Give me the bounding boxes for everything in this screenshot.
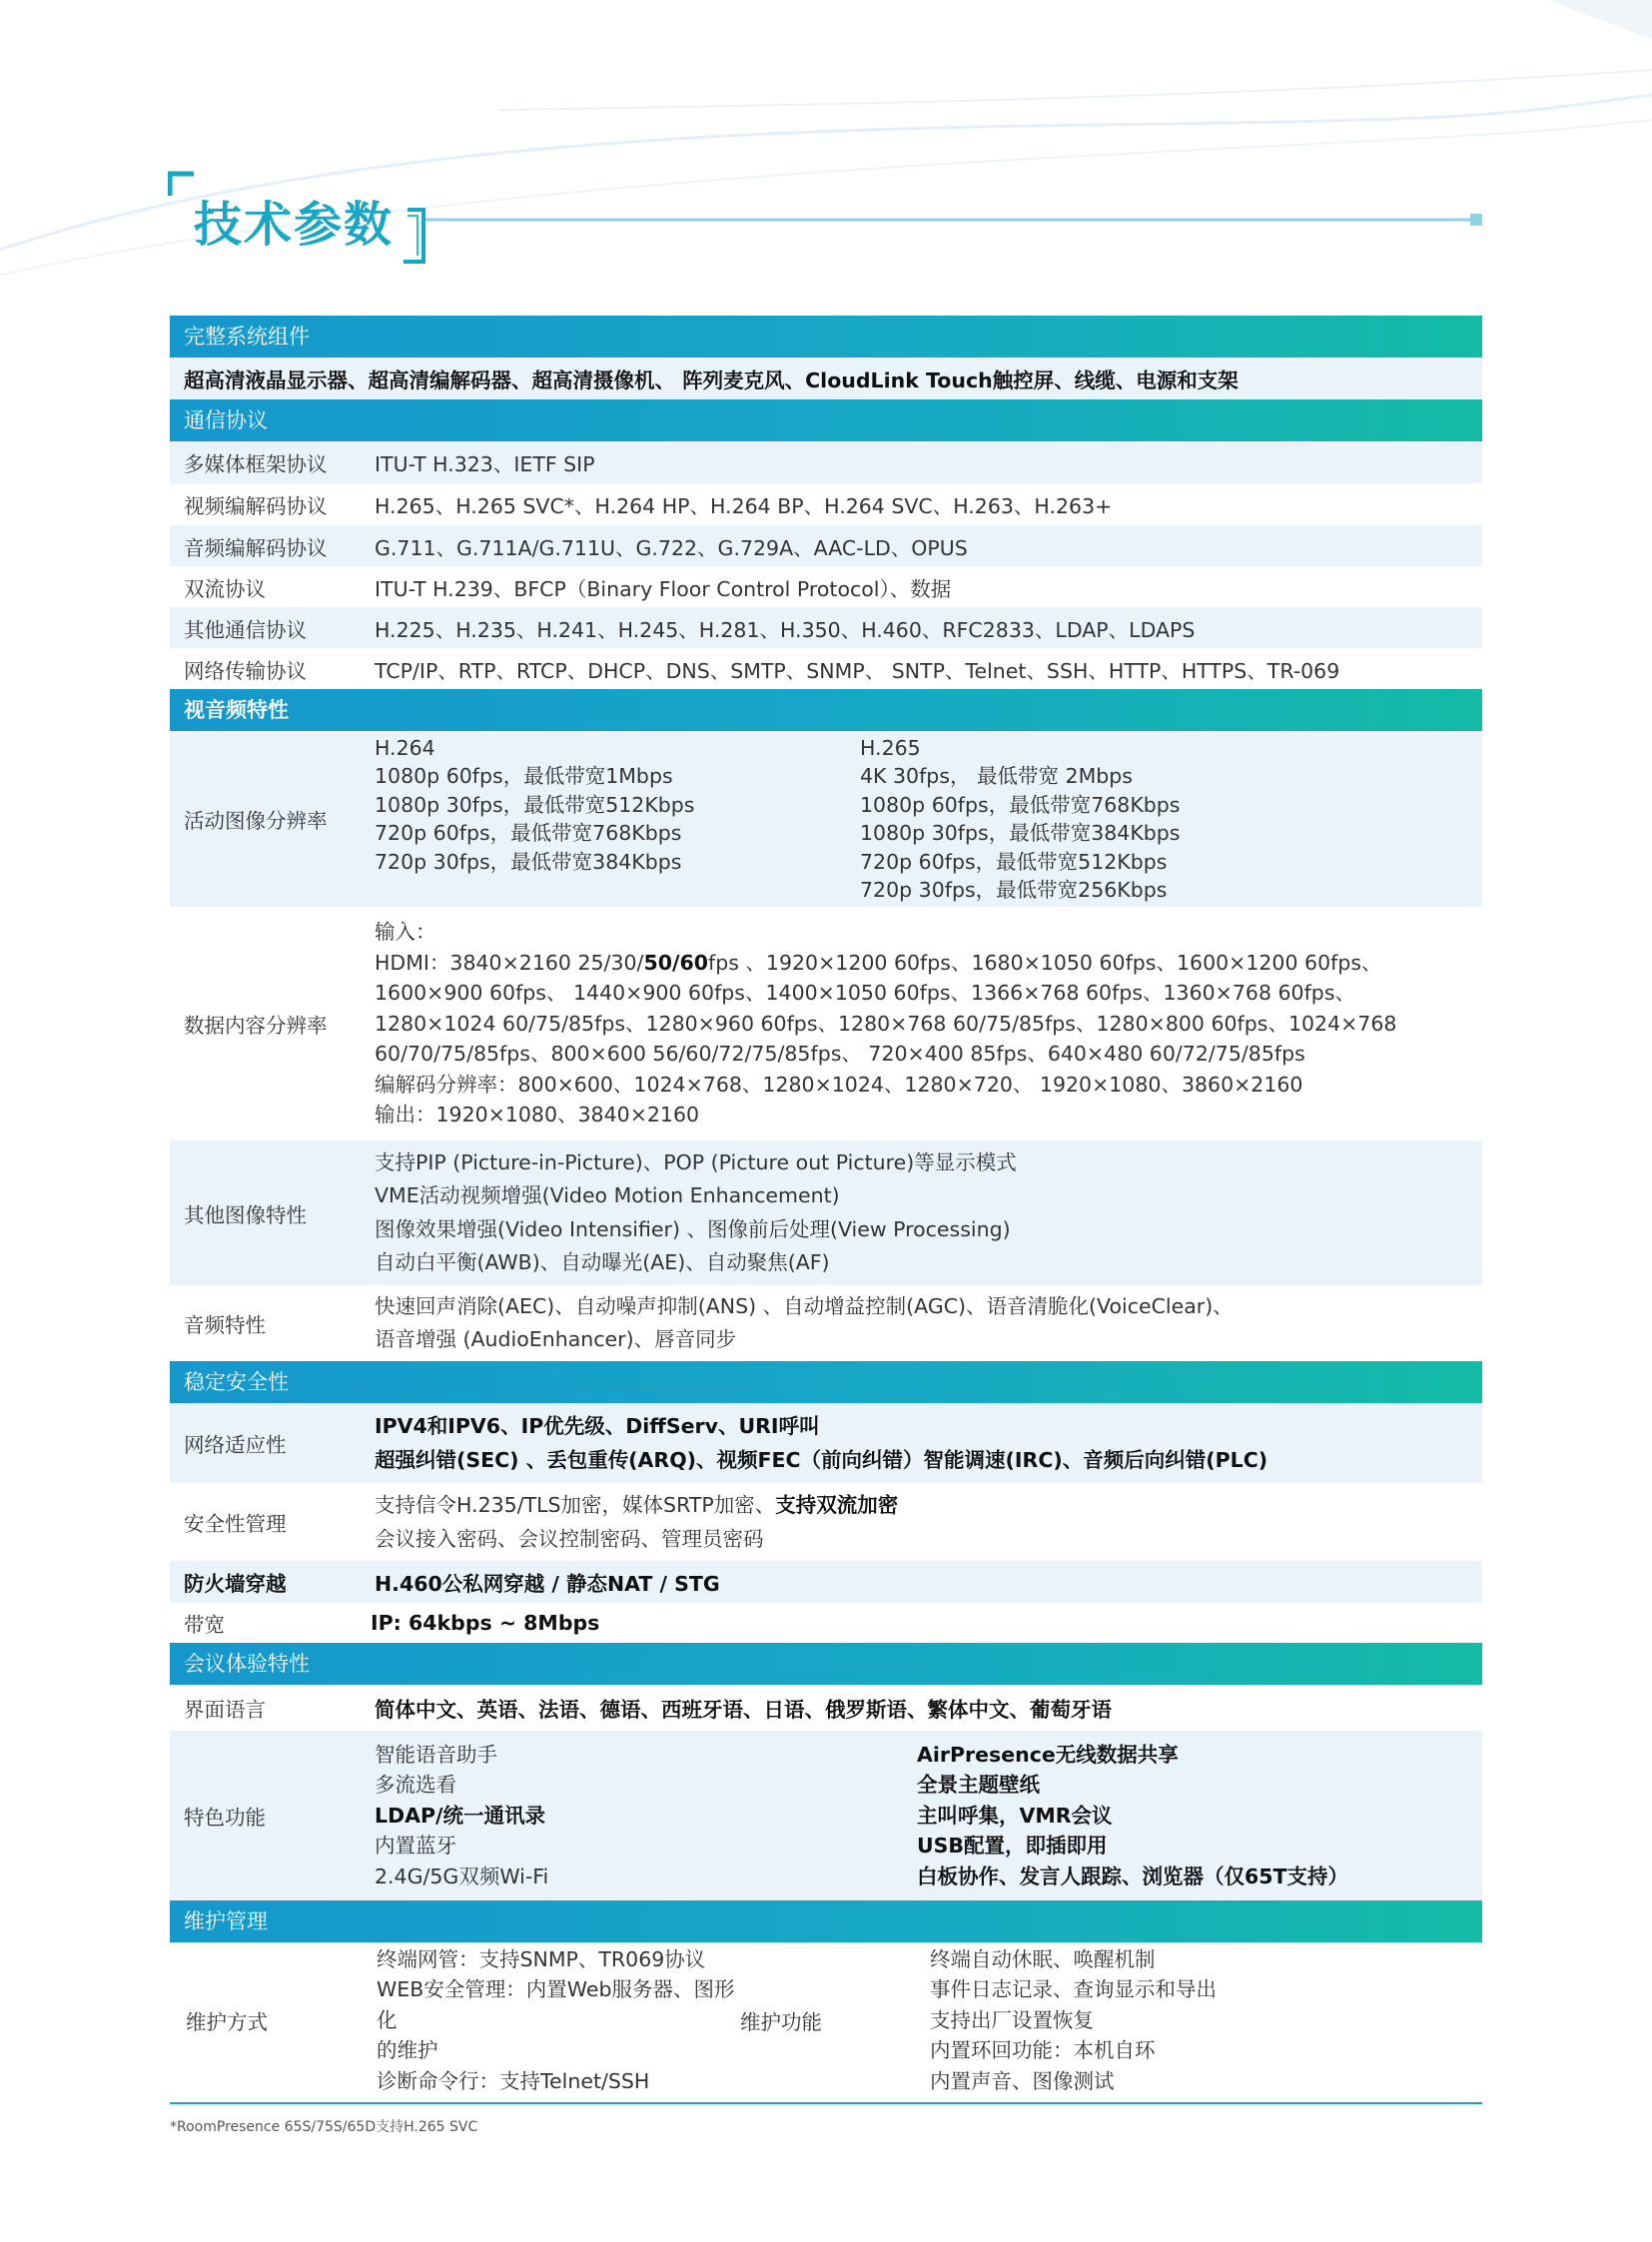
row-value: H.265、H.265 SVC*、H.264 HP、H.264 BP、H.264 SVC、H.263、H.263+ xyxy=(375,494,1113,518)
list-item: H.264 xyxy=(375,735,435,760)
list-item: 超强纠错(SEC) 、丢包重传(ARQ)、视频FEC（前向纠错）智能调速(IRC)、音频后向纠错(PLC) xyxy=(375,1448,1268,1472)
spec-table xyxy=(170,316,1482,2098)
security-line-1 xyxy=(375,1488,1482,1522)
firewall-row xyxy=(170,1561,1482,1603)
row-value: 简体中文、英语、法语、德语、西班牙语、日语、俄罗斯语、繁体中文、葡萄牙语 xyxy=(375,1698,1112,1722)
list-item: 2.4G/5G双频Wi-Fi xyxy=(375,1864,549,1888)
table-row xyxy=(170,525,1482,566)
row-label: 活动图像分辨率 xyxy=(184,809,328,833)
list-item: 1280×1024 60/75/85fps、1280×960 60fps、1280×768 60/75/85fps、1280×800 60fps、1024×768 xyxy=(375,1011,1397,1036)
row-label: 多媒体框架协议 xyxy=(184,452,328,476)
list-item: 720p 60fps，最低带宽512Kbps xyxy=(860,849,1168,874)
row-value: IP: 64kbps ~ 8Mbps xyxy=(371,1611,600,1635)
list-item: 终端自动休眠、唤醒机制 xyxy=(930,1946,1156,1971)
row-value xyxy=(375,1290,1482,1356)
list-item: 白板协作、发言人跟踪、浏览器（仅65T支持） xyxy=(917,1864,1349,1888)
maintenance-function-label: 维护功能 xyxy=(740,2010,822,2034)
section-av-header: 视音频特性 xyxy=(170,689,1482,731)
list-item: 支持PIP (Picture-in-Picture)、POP (Picture out Picture)等显示模式 xyxy=(375,1149,1017,1174)
maintenance-row xyxy=(170,1942,1482,2098)
list-item: WEB安全管理：内置Web服务器、图形化 xyxy=(377,1977,735,2032)
row-label: 其他通信协议 xyxy=(184,617,307,642)
h264-list xyxy=(375,734,860,905)
row-label: 网络适应性 xyxy=(184,1433,287,1457)
row-label: 视频编解码协议 xyxy=(184,494,328,518)
security-row xyxy=(170,1483,1482,1561)
maintenance-function-list xyxy=(930,1944,1217,2097)
security-plain: 支持信令H.235/TLS加密，媒体SRTP加密、 xyxy=(375,1493,776,1517)
ui-language-row xyxy=(170,1685,1482,1731)
row-value xyxy=(375,1409,1482,1477)
list-item: 全景主题壁纸 xyxy=(917,1773,1040,1798)
list-item: USB配置，即插即用 xyxy=(917,1834,1108,1859)
row-label: 特色功能 xyxy=(184,1806,266,1830)
list-item: 事件日志记录、查询显示和导出 xyxy=(930,1977,1217,2002)
list-item: 内置声音、图像测试 xyxy=(930,2068,1115,2093)
footnote: *RoomPresence 65S/75S/65D支持H.265 SVC xyxy=(170,2119,478,2135)
section-protocols-header: 通信协议 xyxy=(170,399,1482,441)
audio-row xyxy=(170,1285,1482,1361)
list-item: 720p 30fps，最低带宽256Kbps xyxy=(860,878,1168,902)
list-item: 60/70/75/85fps、800×600 56/60/72/75/85fps、 720×400 85fps、640×480 60/72/75/85fps xyxy=(375,1042,1305,1067)
h265-list xyxy=(860,734,1180,905)
video-resolution-row xyxy=(170,731,1482,907)
row-value xyxy=(375,917,1482,1130)
list-item: 1080p 60fps，最低带宽1Mbps xyxy=(375,764,673,788)
section-maintenance-header: 维护管理 xyxy=(170,1900,1482,1942)
other-image-row xyxy=(170,1140,1482,1285)
list-item: 1080p 60fps，最低带宽768Kbps xyxy=(860,792,1181,817)
hdmi-line xyxy=(375,948,1482,979)
row-value: TCP/IP、RTP、RTCP、DHCP、DNS、SMTP、SNMP、 SNTP、Telnet、SSH、HTTP、HTTPS、TR-069 xyxy=(375,658,1340,683)
row-value: ITU-T H.323、IETF SIP xyxy=(375,452,595,476)
list-item: AirPresence无线数据共享 xyxy=(917,1742,1179,1767)
hdmi-bold: 50/60 xyxy=(643,950,708,975)
data-resolution-row xyxy=(170,907,1482,1140)
row-value xyxy=(375,1740,1482,1892)
maintenance-method-list xyxy=(377,1944,740,2097)
list-item: 图像效果增强(Video Intensifier) 、图像前后处理(View Processing) xyxy=(375,1216,1011,1241)
row-value xyxy=(375,1488,1482,1556)
list-item: 快速回声消除(AEC)、自动噪声抑制(ANS) 、自动增益控制(AGC)、语音清脆化(VoiceClear)、 xyxy=(375,1294,1234,1318)
row-label: 其他图像特性 xyxy=(184,1202,307,1227)
list-item: 主叫呼集，VMR会议 xyxy=(917,1803,1113,1828)
row-value: H.460公私网穿越 / 静态NAT / STG xyxy=(375,1572,720,1596)
output-line: 输出：1920×1080、3840×2160 xyxy=(375,1103,700,1127)
row-label: 安全性管理 xyxy=(184,1512,287,1536)
features-row xyxy=(170,1731,1482,1900)
list-item: 1080p 30fps，最低带宽512Kbps xyxy=(375,792,695,817)
security-bold: 支持双流加密 xyxy=(775,1493,899,1517)
row-value: G.711、G.711A/G.711U、G.722、G.729A、AAC-LD、OPUS xyxy=(375,535,968,560)
section-stability-header: 稳定安全性 xyxy=(170,1361,1482,1403)
list-item: 的维护 xyxy=(377,2038,438,2063)
list-item: 4K 30fps， 最低带宽 2Mbps xyxy=(860,764,1133,788)
hdmi-prefix: HDMI：3840×2160 25/30/ xyxy=(375,950,644,975)
row-label: 界面语言 xyxy=(184,1698,266,1722)
list-item: 自动白平衡(AWB)、自动曝光(AE)、自动聚焦(AF) xyxy=(375,1250,830,1274)
footer-divider xyxy=(170,2102,1482,2104)
list-item: VME活动视频增强(Video Motion Enhancement) xyxy=(375,1183,840,1207)
row-value: H.225、H.235、H.241、H.245、H.281、H.350、H.460、RFC2833、LDAP、LDAPS xyxy=(375,617,1196,642)
list-item: IPV4和IPV6、IP优先级、DiffServ、URI呼叫 xyxy=(375,1414,820,1438)
hdmi-rest: fps 、1920×1200 60fps、1680×1050 60fps、1600×1200 60fps、 xyxy=(708,950,1382,975)
row-label: 维护方式 xyxy=(186,2010,268,2034)
list-item: 诊断命令行：支持Telnet/SSH xyxy=(377,2068,650,2093)
list-item: 多流选看 xyxy=(375,1773,456,1798)
list-item: 智能语音助手 xyxy=(375,1742,497,1767)
table-row xyxy=(170,483,1482,525)
list-item: 语音增强 (AudioEnhancer)、唇音同步 xyxy=(375,1327,737,1351)
list-item: LDAP/统一通讯录 xyxy=(375,1803,545,1828)
section-components-header: 完整系统组件 xyxy=(170,316,1482,358)
row-label: 音频编解码协议 xyxy=(184,535,328,560)
list-item: 720p 30fps，最低带宽384Kbps xyxy=(375,849,682,874)
row-value xyxy=(375,734,1482,905)
row-label: 防火墙穿越 xyxy=(184,1572,287,1596)
row-value: ITU-T H.239、BFCP（Binary Floor Control Protocol）、数据 xyxy=(375,576,952,601)
table-row xyxy=(170,648,1482,689)
list-item: 内置环回功能：本机自环 xyxy=(930,2038,1156,2063)
table-row xyxy=(170,566,1482,607)
section-experience-header: 会议体验特性 xyxy=(170,1643,1482,1685)
features-right xyxy=(917,1740,1348,1892)
row-label: 音频特性 xyxy=(184,1313,266,1337)
list-item: H.265 xyxy=(860,735,921,760)
list-item: 终端网管：支持SNMP、TR069协议 xyxy=(377,1946,706,1971)
row-label: 双流协议 xyxy=(184,576,266,601)
components-text: 超高清液晶显示器、超高清编解码器、超高清摄像机、 阵列麦克风、CloudLink Touch触控屏、线缆、电源和支架 xyxy=(184,369,1239,392)
input-title: 输入： xyxy=(375,920,436,945)
table-row xyxy=(170,441,1482,483)
row-label: 网络传输协议 xyxy=(184,658,307,683)
list-item: 内置蓝牙 xyxy=(375,1834,456,1859)
page-title-block xyxy=(168,168,1486,268)
list-item: 720p 60fps，最低带宽768Kbps xyxy=(375,821,682,845)
row-label: 带宽 xyxy=(184,1613,225,1637)
features-left xyxy=(375,1740,917,1892)
network-adapt-row xyxy=(170,1403,1482,1483)
bandwidth-row xyxy=(170,1603,1482,1643)
table-row xyxy=(170,607,1482,648)
list-item: 会议接入密码、会议控制密码、管理员密码 xyxy=(375,1527,764,1551)
list-item: 1600×900 60fps、 1440×900 60fps、1400×1050 60fps、1366×768 60fps、1360×768 60fps、 xyxy=(375,981,1355,1006)
components-row xyxy=(170,358,1482,399)
list-item: 编解码分辨率：800×600、1024×768、1280×1024、1280×720、 1920×1080、3860×2160 xyxy=(375,1072,1303,1097)
list-item: 支持出厂设置恢复 xyxy=(930,2007,1094,2032)
row-value xyxy=(377,1944,1482,2097)
row-value xyxy=(375,1146,1482,1280)
page-title: 技术参数 xyxy=(194,197,395,253)
list-item: 1080p 30fps，最低带宽384Kbps xyxy=(860,821,1181,845)
row-label: 数据内容分辨率 xyxy=(184,1014,328,1038)
